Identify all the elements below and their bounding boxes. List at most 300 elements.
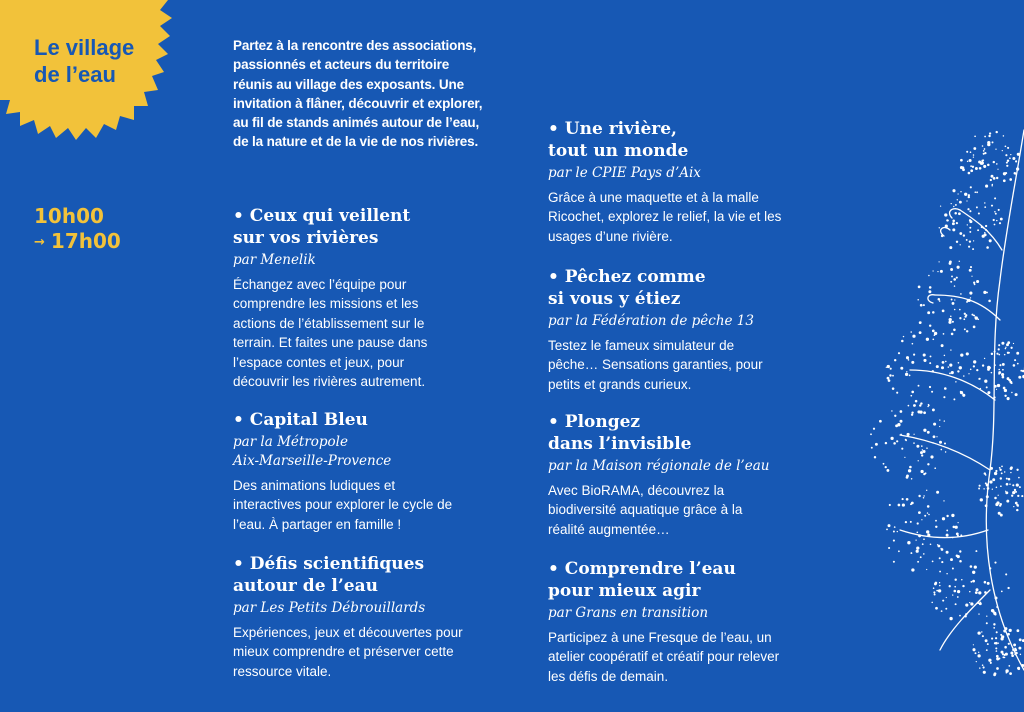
foliage-dot: [945, 608, 947, 610]
foliage-dot: [926, 569, 927, 570]
foliage-dot: [991, 205, 993, 207]
foliage-dot: [900, 420, 903, 423]
foliage-dot: [933, 591, 935, 593]
foliage-dot: [908, 469, 911, 472]
foliage-dot: [1010, 154, 1011, 155]
foliage-dot: [909, 466, 912, 469]
foliage-dot: [927, 534, 930, 537]
foliage-dot: [920, 402, 922, 404]
schedule: [34, 204, 121, 255]
foliage-dot: [982, 235, 985, 238]
foliage-dot: [993, 674, 996, 677]
foliage-dot: [994, 472, 997, 475]
foliage-dot: [1003, 179, 1006, 182]
foliage-dot: [952, 302, 955, 305]
foliage-dot: [1012, 649, 1014, 651]
foliage-dot: [959, 560, 962, 563]
exhibitor-host: par le CPIE Pays d’Aix: [548, 165, 701, 181]
foliage-dot: [989, 567, 991, 569]
foliage-dot: [987, 582, 990, 585]
foliage-dot: [952, 321, 954, 323]
foliage-dot: [892, 375, 894, 377]
foliage-dot: [962, 585, 964, 587]
foliage-dot: [940, 270, 943, 273]
foliage-dot: [982, 364, 984, 366]
foliage-dot: [1009, 672, 1012, 675]
foliage-dot: [1018, 668, 1020, 670]
foliage-dot: [921, 445, 923, 447]
exhibitor-title-line1: • Pêchez comme: [548, 267, 706, 287]
foliage-dot: [994, 596, 997, 599]
foliage-dot: [1003, 135, 1005, 137]
foliage-dot: [980, 498, 983, 501]
exhibitor-description: Testez le fameux simulateur de pêche… Sensations garanties, pour petits et grands curieux.: [548, 338, 763, 392]
foliage-dot: [989, 132, 991, 134]
foliage-dot: [998, 348, 1000, 350]
foliage-dot: [992, 141, 994, 143]
foliage-dot: [953, 278, 956, 281]
foliage-dot: [991, 175, 994, 178]
foliage-dot: [1005, 573, 1007, 575]
exhibitor-host: par la Fédération de pêche 13: [548, 313, 754, 329]
foliage-dot: [906, 371, 907, 372]
exhibitor-title: [233, 205, 493, 249]
foliage-dot: [888, 547, 890, 549]
foliage-dot: [934, 467, 936, 469]
exhibitor-title-line1: • Comprendre l’eau: [548, 559, 736, 579]
foliage-dot: [1009, 629, 1012, 632]
foliage-dot: [951, 333, 954, 336]
foliage-dot: [957, 199, 958, 200]
foliage-dot: [999, 504, 1001, 506]
foliage-dot: [975, 652, 977, 654]
exhibitor-title-line1: • Défis scientifiques: [233, 554, 425, 574]
foliage-dot: [1006, 500, 1009, 503]
foliage-dot: [915, 539, 916, 540]
foliage-dot: [919, 331, 922, 334]
foliage-dot: [986, 649, 988, 651]
foliage-dot: [923, 495, 924, 496]
foliage-dot: [913, 354, 915, 356]
foliage-dot: [946, 529, 948, 531]
foliage-dot: [928, 405, 930, 407]
foliage-dot: [966, 200, 967, 201]
foliage-dot: [986, 622, 988, 624]
foliage-dot: [999, 364, 1001, 366]
foliage-dot: [913, 442, 915, 444]
foliage-dot: [1012, 491, 1015, 494]
foliage-dot: [1011, 382, 1013, 384]
foliage-dot: [976, 206, 978, 208]
foliage-dot: [943, 333, 945, 335]
foliage-dot: [955, 526, 958, 529]
foliage-dot: [1005, 172, 1007, 174]
foliage-dot: [1001, 342, 1004, 345]
foliage-dot: [931, 391, 933, 393]
foliage-dot: [1001, 472, 1003, 474]
foliage-dot: [956, 277, 958, 279]
foliage-dot: [954, 586, 956, 588]
exhibitor-title-line2: si vous y étiez: [548, 289, 681, 309]
foliage-dot: [968, 194, 970, 196]
foliage-dot: [978, 161, 981, 164]
foliage-dot: [956, 222, 958, 224]
foliage-dot: [906, 498, 909, 501]
foliage-dot: [944, 213, 947, 216]
foliage-dot: [952, 594, 953, 595]
foliage-dot: [912, 335, 915, 338]
foliage-dot: [986, 292, 988, 294]
foliage-dot: [986, 495, 989, 498]
foliage-dot: [970, 186, 972, 188]
foliage-dot: [1004, 395, 1006, 397]
foliage-dot: [1017, 495, 1019, 497]
foliage-dot: [967, 224, 968, 225]
foliage-dot: [924, 515, 926, 517]
foliage-dot: [951, 275, 953, 277]
foliage-dot: [1012, 484, 1014, 486]
foliage-dot: [929, 362, 931, 364]
foliage-dot: [945, 451, 946, 452]
foliage-dot: [957, 535, 959, 537]
foliage-dot: [927, 463, 929, 465]
foliage-dot: [983, 227, 985, 229]
foliage-dot: [911, 414, 913, 416]
foliage-dot: [1000, 485, 1002, 487]
foliage-dot: [962, 168, 965, 171]
foliage-dot: [927, 512, 928, 513]
foliage-dot: [998, 354, 1000, 356]
exhibitor-item: [548, 411, 808, 539]
foliage-dot: [972, 580, 975, 583]
foliage-dot: [1011, 654, 1014, 657]
foliage-dot: [950, 268, 953, 271]
foliage-dot: [1014, 653, 1016, 655]
foliage-dot: [969, 602, 970, 603]
foliage-dot: [920, 470, 923, 473]
foliage-dot: [988, 135, 990, 137]
foliage-dot: [985, 474, 987, 476]
foliage-dot: [927, 431, 930, 434]
foliage-dot: [997, 169, 998, 170]
foliage-dot: [995, 642, 998, 645]
foliage-dot: [957, 266, 960, 269]
foliage-dot: [1004, 646, 1007, 649]
foliage-dot: [936, 365, 939, 368]
foliage-dot: [1007, 633, 1010, 636]
foliage-dot: [951, 371, 954, 374]
foliage-dot: [963, 375, 965, 377]
foliage-dot: [1004, 389, 1007, 392]
foliage-dot: [978, 488, 980, 490]
foliage-dot: [952, 537, 953, 538]
foliage-dot: [988, 659, 991, 662]
exhibitor-host: par la Maison régionale de l’eau: [548, 458, 770, 474]
foliage-dot: [938, 298, 941, 301]
foliage-dot: [917, 410, 920, 413]
foliage-dot: [936, 590, 938, 592]
foliage-dot: [983, 488, 984, 489]
foliage-dot: [978, 212, 980, 214]
foliage-dot: [965, 615, 967, 617]
exhibitor-item: [233, 553, 493, 681]
foliage-dot: [997, 384, 1000, 387]
foliage-dot: [978, 613, 979, 614]
exhibitor-title-line2: sur vos rivières: [233, 228, 379, 248]
foliage-dot: [1011, 495, 1013, 497]
foliage-dot: [946, 597, 947, 598]
foliage-dot: [981, 631, 982, 632]
foliage-dot: [926, 338, 929, 341]
exhibitor-description: Avec BioRAMA, découvrez la biodiversité aquatique grâce à la réalité augmentée…: [548, 483, 743, 537]
foliage-dot: [987, 391, 990, 394]
foliage-dot: [932, 561, 934, 563]
foliage-dot: [987, 368, 990, 371]
foliage-dot: [1010, 472, 1011, 473]
foliage-dot: [893, 540, 895, 542]
foliage-dot: [1021, 495, 1023, 497]
foliage-dot: [993, 627, 995, 629]
foliage-dot: [871, 447, 873, 449]
foliage-dot: [960, 534, 962, 536]
foliage-dot: [979, 485, 981, 487]
foliage-dot: [890, 437, 893, 440]
foliage-dot: [995, 213, 997, 215]
foliage-dot: [967, 161, 968, 162]
foliage-dot: [973, 147, 976, 150]
foliage-dot: [922, 449, 923, 450]
foliage-dot: [905, 373, 908, 376]
foliage-dot: [954, 309, 956, 311]
foliage-dot: [1000, 477, 1002, 479]
exhibitor-title-line1: • Une rivière,: [548, 119, 677, 139]
foliage-dot: [994, 197, 996, 199]
foliage-dot: [966, 151, 968, 153]
foliage-dot: [1019, 486, 1021, 488]
foliage-dot: [963, 318, 965, 320]
foliage-dot: [970, 565, 973, 568]
foliage-dot: [1015, 160, 1017, 162]
exhibitor-description: Grâce à une maquette et à la malle Ricochet, explorez le relief, la vie et les usages d’une rivière.: [548, 190, 782, 244]
foliage-dot: [886, 529, 888, 531]
foliage-dot: [917, 561, 919, 563]
foliage-dot: [917, 299, 919, 301]
foliage-dot: [951, 203, 952, 204]
foliage-dot: [981, 161, 984, 164]
foliage-dot: [998, 495, 999, 496]
foliage-dot: [985, 185, 988, 188]
foliage-dot: [942, 310, 945, 313]
foliage-dot: [1008, 643, 1010, 645]
foliage-dot: [983, 291, 986, 294]
foliage-dot: [1006, 478, 1008, 480]
foliage-dot: [993, 623, 995, 625]
foliage-dot: [965, 604, 968, 607]
foliage-dot: [894, 415, 896, 417]
foliage-dot: [978, 319, 980, 321]
foliage-dot: [983, 153, 985, 155]
foliage-dot: [1010, 466, 1013, 469]
foliage-dot: [977, 229, 979, 231]
foliage-dot: [973, 365, 975, 367]
foliage-dot: [900, 434, 902, 436]
foliage-dot: [958, 522, 959, 523]
exhibitor-title-line1: • Plongez: [548, 412, 641, 432]
foliage-dot: [970, 581, 972, 583]
foliage-dot: [952, 222, 955, 225]
foliage-dot: [948, 321, 951, 324]
foliage-dot: [988, 300, 991, 303]
foliage-dot: [907, 541, 910, 544]
foliage-dot: [923, 359, 926, 362]
title-badge: [0, 0, 180, 150]
foliage-dot: [987, 487, 990, 490]
foliage-dot: [1013, 506, 1014, 507]
foliage-dot: [1004, 627, 1007, 630]
foliage-dot: [1016, 484, 1019, 487]
foliage-dot: [1002, 653, 1004, 655]
exhibitor-item: [548, 266, 808, 394]
foliage-dot: [973, 282, 975, 284]
foliage-dot: [1002, 376, 1005, 379]
foliage-dot: [969, 231, 971, 233]
foliage-dot: [952, 568, 954, 570]
foliage-dot: [912, 343, 914, 345]
foliage-dot: [952, 220, 955, 223]
foliage-dot: [991, 185, 993, 187]
foliage-dot: [992, 184, 994, 186]
foliage-dot: [960, 244, 961, 245]
foliage-dot: [966, 330, 968, 332]
foliage-dot: [908, 359, 910, 361]
foliage-dot: [928, 514, 930, 516]
page-title-line2: de l’eau: [34, 62, 116, 87]
foliage-dot: [998, 344, 1000, 346]
foliage-dot: [875, 443, 878, 446]
foliage-dot: [1004, 471, 1005, 472]
foliage-dot: [1016, 167, 1019, 170]
foliage-dot: [887, 365, 890, 368]
foliage-dot: [986, 616, 987, 617]
foliage-dot: [962, 394, 965, 397]
foliage-dot: [949, 617, 952, 620]
exhibitor-description: Participez à une Fresque de l’eau, un atelier coopératif et créatif pour relever les défis de demain.: [548, 630, 780, 684]
foliage-dot: [904, 457, 905, 458]
foliage-dot: [896, 440, 898, 442]
foliage-dot: [984, 148, 986, 150]
foliage-dot: [984, 380, 987, 383]
foliage-dot: [944, 355, 946, 357]
foliage-dot: [939, 419, 940, 420]
foliage-dot: [1002, 363, 1005, 366]
page-title: [34, 34, 164, 88]
foliage-dot: [927, 505, 930, 508]
foliage-dot: [954, 285, 955, 286]
foliage-dot: [974, 135, 976, 137]
exhibitor-title-line2: autour de l’eau: [233, 576, 378, 596]
foliage-dot: [945, 361, 947, 363]
foliage-dot: [1019, 638, 1022, 641]
foliage-dot: [973, 360, 976, 363]
foliage-dot: [975, 316, 978, 319]
foliage-dot: [949, 261, 952, 264]
foliage-dot: [979, 667, 980, 668]
foliage-dot: [902, 498, 904, 500]
foliage-dot: [931, 602, 933, 604]
foliage-dot: [975, 591, 978, 594]
foliage-dot: [932, 370, 934, 372]
exhibitor-title-line2: tout un monde: [548, 141, 689, 161]
intro-text: Partez à la rencontre des associations, passionnés et acteurs du territoire réunis au village des exposants. Une invitation à flâner, découvrir et explorer, au fil de stands animés autour de l’eau, de la nature et de la vie de nos rivières.: [233, 38, 483, 150]
foliage-dot: [915, 400, 918, 403]
foliage-dot: [923, 538, 925, 540]
foliage-dot: [967, 208, 969, 210]
foliage-dot: [1013, 364, 1016, 367]
foliage-dot: [994, 385, 997, 388]
foliage-dot: [951, 514, 954, 517]
foliage-dot: [939, 582, 940, 583]
foliage-dot: [920, 304, 923, 307]
foliage-dot: [968, 172, 971, 175]
foliage-dot: [948, 366, 949, 367]
foliage-dot: [982, 145, 984, 147]
foliage-dot: [946, 534, 949, 537]
foliage-dot: [953, 329, 956, 332]
foliage-dot: [996, 631, 998, 633]
foliage-dot: [960, 353, 963, 356]
foliage-dot: [1006, 165, 1008, 167]
foliage-dot: [1000, 218, 1003, 221]
foliage-dot: [992, 478, 995, 481]
foliage-dot: [976, 369, 978, 371]
foliage-dot: [1016, 509, 1018, 511]
foliage-dot: [888, 379, 891, 382]
exhibitor-host-line2: Aix-Marseille-Provence: [233, 453, 392, 469]
foliage-dot: [985, 504, 988, 507]
foliage-dot: [946, 551, 949, 554]
foliage-dot: [967, 299, 970, 302]
foliage-dot: [932, 408, 935, 411]
end-time: 17h00: [50, 229, 121, 253]
foliage-dot: [973, 315, 974, 316]
foliage-dot: [888, 524, 891, 527]
foliage-dot: [957, 590, 960, 593]
foliage-dot: [996, 655, 999, 658]
page-title-line1: Le village: [34, 35, 135, 60]
foliage-dot: [891, 410, 892, 411]
foliage-dot: [987, 643, 989, 645]
exhibitor-title: [233, 553, 493, 597]
foliage-dot: [1010, 651, 1013, 654]
exhibitor-title: [548, 118, 808, 162]
foliage-dot: [1007, 397, 1010, 400]
foliage-dot: [998, 658, 1000, 660]
foliage-dot: [919, 321, 922, 324]
foliage-dot: [990, 662, 992, 664]
foliage-dot: [918, 534, 921, 537]
exhibitor-description: Des animations ludiques et interactives pour explorer le cycle de l’eau. À partager en famille !: [233, 478, 453, 532]
foliage-dot: [955, 579, 957, 581]
foliage-dot: [996, 650, 998, 652]
exhibitor-host: par Les Petits Débrouillards: [233, 600, 426, 616]
foliage-dot: [916, 445, 919, 448]
foliage-dot: [901, 448, 903, 450]
foliage-dot: [942, 600, 944, 602]
foliage-dot: [998, 369, 1000, 371]
foliage-dot: [976, 280, 979, 283]
foliage-dot: [983, 150, 985, 152]
foliage-dot: [990, 467, 993, 470]
